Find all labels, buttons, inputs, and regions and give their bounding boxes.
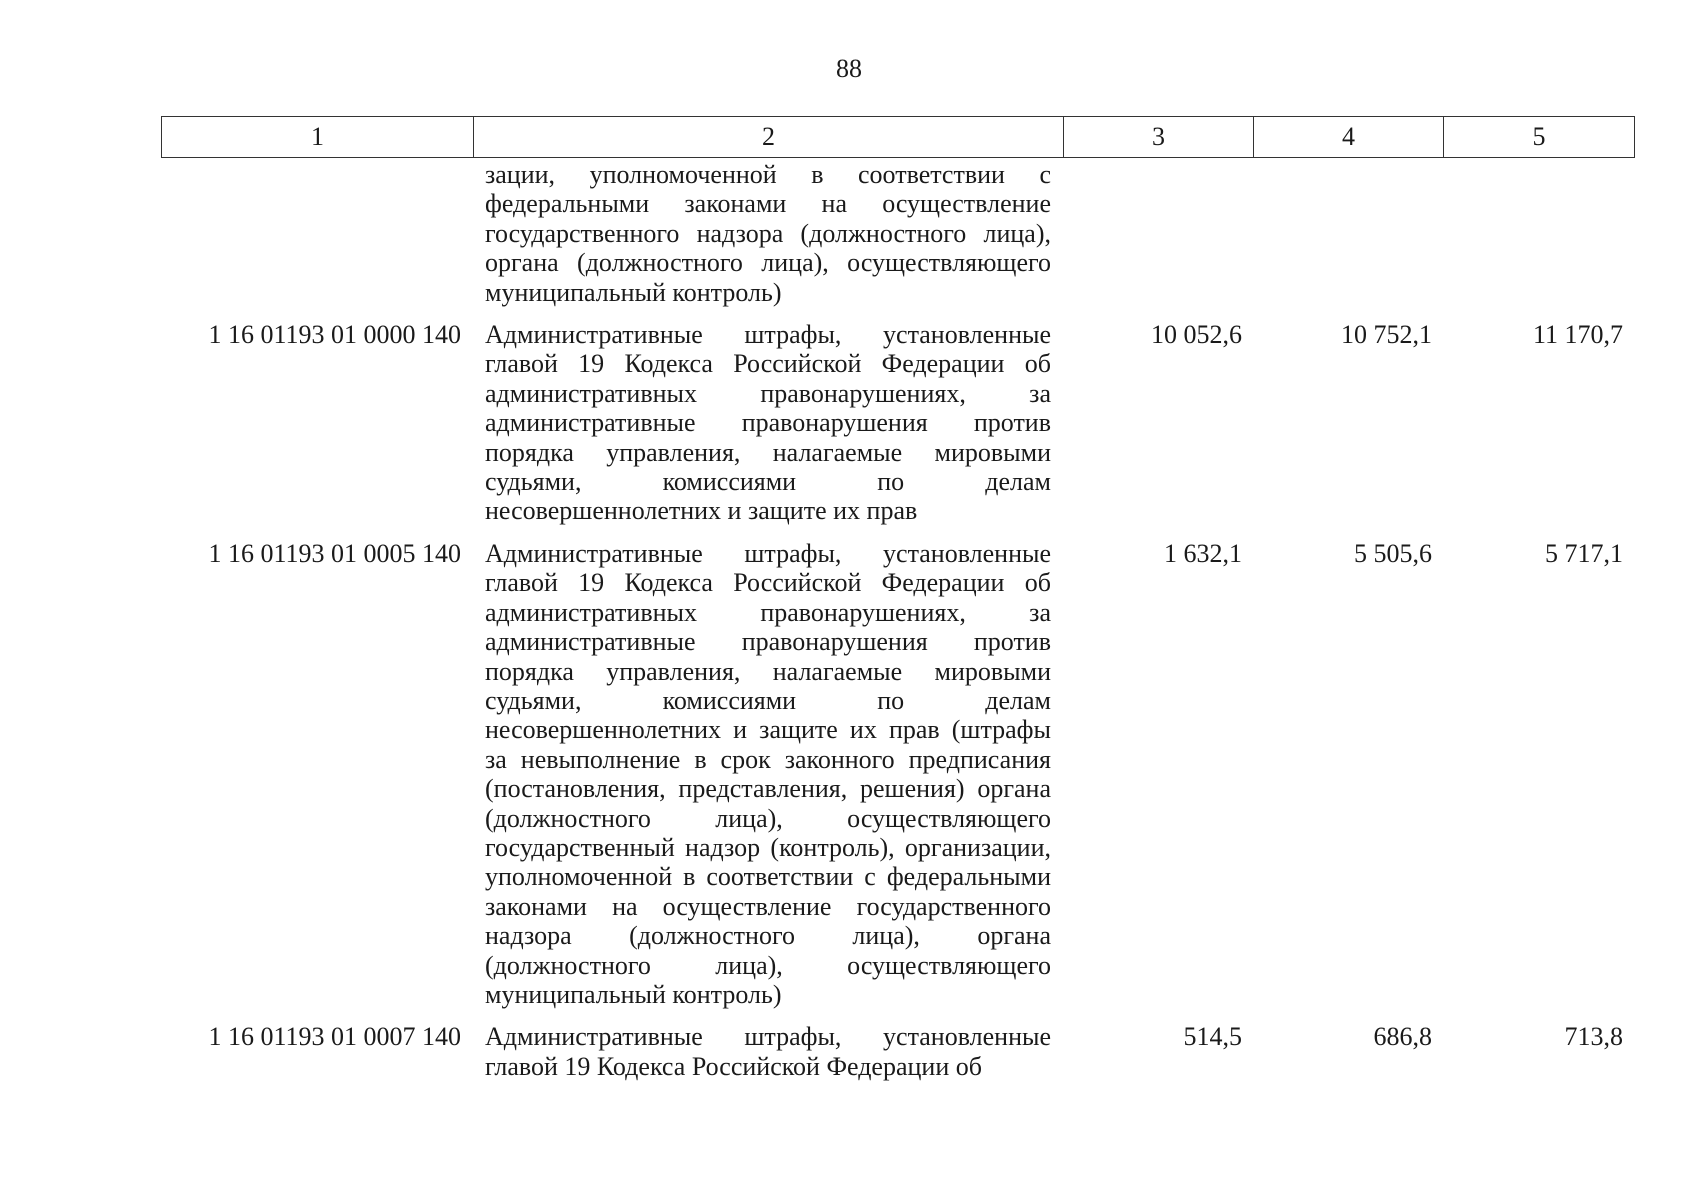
- row-value-col5: 11 170,7: [1532, 320, 1623, 350]
- row-description: Административные штрафы, установленные главой 19 Кодекса Российской Федерации об административных правонарушениях, за административные правонарушения против порядка управления, налагаемые мировыми судьями, комиссиями по делам несовершеннолетних и защите их прав: [485, 320, 1051, 526]
- row-value-col5: 5 717,1: [1545, 538, 1623, 568]
- row-value-col3: 10 052,6: [1151, 320, 1242, 350]
- table-body: [161, 158, 1634, 1081]
- header-col-1: 1: [162, 117, 474, 158]
- continuation-col4: [1253, 158, 1443, 320]
- header-col-4: 4: [1254, 117, 1444, 158]
- row-value-col4: 686,8: [1373, 1022, 1432, 1052]
- continuation-description: зации, уполномоченной в соответствии с федеральными законами на осуществление государственного надзора (должностного лица), органа (должностного лица), осуществляющего муниципальный контроль): [485, 160, 1051, 307]
- row-value-col3: 1 632,1: [1164, 538, 1242, 568]
- row-code: 1 16 01193 01 0000 140: [208, 320, 461, 350]
- header-col-5: 5: [1444, 117, 1635, 158]
- row-value-col5: 713,8: [1564, 1022, 1623, 1052]
- row-value-col3: 514,5: [1183, 1022, 1242, 1052]
- table-row: [161, 1022, 1634, 1081]
- header-col-3: 3: [1064, 117, 1254, 158]
- header-col-2: 2: [474, 117, 1064, 158]
- page-number: 88: [836, 54, 862, 83]
- row-value-col4: 5 505,6: [1354, 538, 1432, 568]
- row-description: Административные штрафы, установленные главой 19 Кодекса Российской Федерации об: [485, 1022, 1051, 1081]
- table-header: [161, 116, 1635, 158]
- row-code: 1 16 01193 01 0005 140: [208, 538, 461, 568]
- continuation-code-cell: [161, 158, 473, 320]
- row-description: Административные штрафы, установленные главой 19 Кодекса Российской Федерации об административных правонарушениях, за административные правонарушения против порядка управления, налагаемые мировыми судьями, комиссиями по делам несовершеннолетних и защите их прав (штрафы за невыполнение в срок законного предписания (постановления, представления, решения) органа (должностного лица), осуществляющего государственный надзор (контроль), организации, уполномоченной в соответствии с федеральными законами на осуществление государственного надзора (должностного лица), органа (должностного лица), осуществляющего муниципальный контроль): [485, 538, 1051, 1009]
- continuation-row: [161, 158, 1634, 320]
- budget-table: [161, 116, 1634, 1081]
- continuation-col3: [1063, 158, 1253, 320]
- table-row: [161, 539, 1634, 1023]
- row-code: 1 16 01193 01 0007 140: [208, 1022, 461, 1052]
- table-row: [161, 320, 1634, 539]
- row-value-col4: 10 752,1: [1341, 320, 1432, 350]
- continuation-col5: [1443, 158, 1634, 320]
